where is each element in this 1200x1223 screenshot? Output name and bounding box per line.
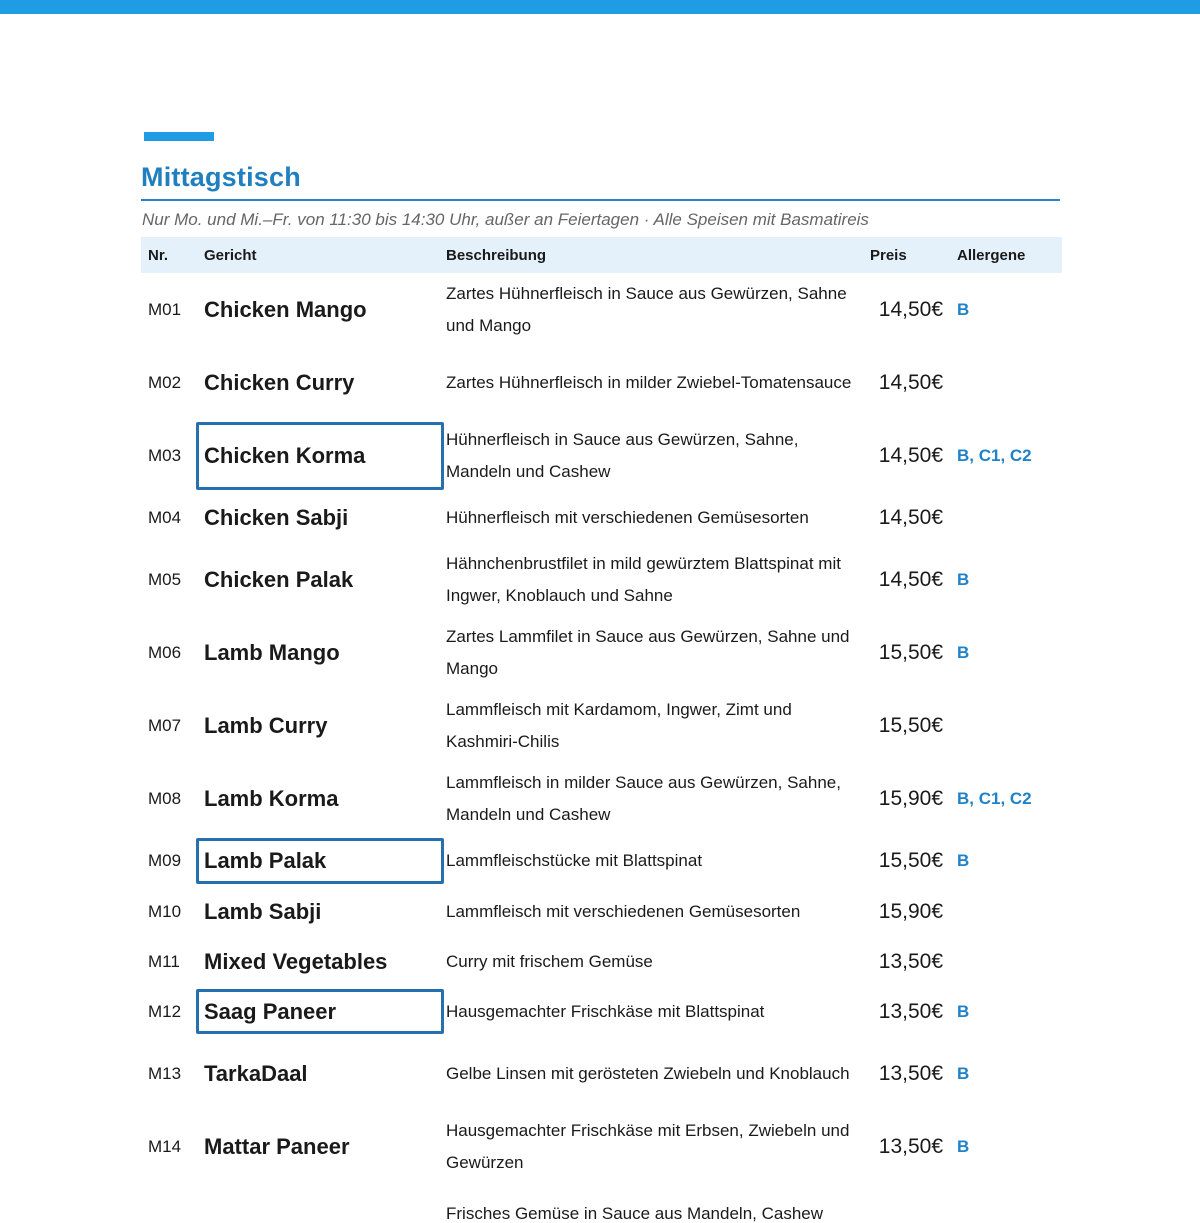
dish-name: Lamb Sabji	[204, 899, 322, 924]
dish-price	[870, 1183, 957, 1223]
dish-number: M05	[148, 569, 182, 589]
dish-cell	[204, 1183, 446, 1223]
dish-description: Zartes Hühnerfleisch in milder Zwiebel-Tomatensauce	[446, 372, 852, 392]
dish-price: 15,50€	[878, 640, 943, 664]
menu-page	[141, 0, 1061, 1223]
dish-price: 14,50€	[878, 444, 943, 467]
dish-description: Zartes Lammfilet in Sauce aus Gewürzen, Sahne und Mango	[446, 626, 850, 678]
dish-price: 13,50€	[878, 1134, 943, 1158]
dish-name: TarkaDaal	[204, 1060, 308, 1086]
menu-table	[141, 237, 1062, 1223]
dish-name: Chicken Palak	[204, 566, 354, 592]
dish-allergens: B	[957, 642, 970, 662]
table-row	[141, 616, 1062, 689]
dish-name: Chicken Curry	[204, 369, 355, 395]
table-row	[141, 419, 1062, 493]
table-row	[141, 273, 1062, 346]
dish-allergens	[957, 937, 1062, 986]
dish-name: Saag Paneer	[204, 998, 337, 1024]
dish-allergens	[957, 689, 1062, 762]
table-row	[141, 543, 1062, 616]
dish-cell	[204, 493, 446, 543]
dish-number: M14	[148, 1136, 182, 1156]
dish-allergens: B	[957, 1063, 970, 1083]
dish-number: M10	[148, 902, 182, 921]
dish-cell	[204, 543, 446, 616]
dish-price: 13,50€	[878, 1061, 943, 1085]
dish-name: Chicken Mango	[204, 296, 367, 322]
header-nr: Nr.	[141, 237, 204, 273]
dish-allergens: B	[957, 1001, 970, 1021]
dish-description: Lammfleischstücke mit Blattspinat	[446, 851, 703, 870]
dish-number: M12	[148, 1001, 182, 1021]
dish-cell	[204, 835, 446, 887]
title-divider	[141, 199, 1060, 201]
dish-cell	[204, 937, 446, 986]
table-row	[141, 887, 1062, 937]
dish-number: M03	[148, 446, 182, 465]
dish-name: Lamb Mango	[204, 639, 340, 665]
dish-description: Lammfleisch mit Kardamom, Ingwer, Zimt und Kashmiri-Chilis	[446, 699, 792, 751]
dish-allergens	[957, 887, 1062, 937]
dish-description: Hausgemachter Frischkäse mit Erbsen, Zwiebeln und Gewürzen	[446, 1120, 850, 1172]
table-row	[141, 986, 1062, 1037]
dish-allergens: B	[957, 1136, 970, 1156]
dish-name: Chicken Korma	[204, 443, 366, 468]
dish-price: 14,50€	[878, 506, 943, 529]
dish-price: 15,50€	[878, 849, 943, 872]
dish-cell	[204, 762, 446, 835]
table-row	[141, 689, 1062, 762]
dish-price: 13,50€	[878, 949, 943, 973]
dish-allergens: B	[957, 299, 970, 319]
dish-name: Mattar Paneer	[204, 1133, 350, 1159]
dish-number: M01	[148, 299, 182, 319]
dish-allergens	[957, 1183, 1062, 1223]
dish-price: 13,50€	[878, 999, 943, 1023]
dish-cell	[204, 346, 446, 419]
dish-description: Zartes Hühnerfleisch in Sauce aus Gewürzen, Sahne und Mango	[446, 283, 847, 335]
dish-name: Mixed Vegetables	[204, 948, 388, 974]
dish-description: Hühnerfleisch in Sauce aus Gewürzen, Sahne, Mandeln und Cashew	[446, 430, 799, 481]
dish-price: 15,90€	[878, 786, 943, 810]
dish-description: Curry mit frischem Gemüse	[446, 951, 653, 971]
dish-cell	[204, 273, 446, 346]
dish-description: Gelbe Linsen mit gerösteten Zwiebeln und Knoblauch	[446, 1063, 850, 1083]
header-description: Beschreibung	[446, 237, 870, 273]
table-row	[141, 835, 1062, 887]
dish-allergens: B	[957, 851, 970, 870]
dish-name: Lamb Korma	[204, 785, 339, 811]
dish-price: 15,50€	[878, 713, 943, 737]
dish-allergens	[957, 493, 1062, 543]
dish-description: Lammfleisch mit verschiedenen Gemüsesorten	[446, 902, 801, 921]
section-title: Mittagstisch	[141, 162, 301, 192]
dish-cell	[204, 887, 446, 937]
dish-number: M08	[148, 788, 182, 808]
table-row	[141, 937, 1062, 986]
table-row	[141, 762, 1062, 835]
dish-description: Hühnerfleisch mit verschiedenen Gemüsesorten	[446, 508, 809, 527]
section-subtitle: Nur Mo. und Mi.–Fr. von 11:30 bis 14:30 Uhr, außer an Feiertagen · Alle Speisen mit Basmatireis	[142, 210, 869, 229]
table-row	[141, 493, 1062, 543]
dish-description: Hausgemachter Frischkäse mit Blattspinat	[446, 1001, 765, 1021]
dish-cell	[204, 1110, 446, 1183]
section-accent-line	[144, 132, 214, 141]
dish-name: Lamb Palak	[204, 848, 327, 873]
dish-number: M07	[148, 715, 182, 735]
dish-allergens: B, C1, C2	[957, 446, 1032, 465]
dish-price: 14,50€	[878, 370, 943, 394]
dish-cell	[204, 986, 446, 1037]
header-dish: Gericht	[204, 237, 446, 273]
dish-price: 15,90€	[878, 900, 943, 923]
table-row	[141, 346, 1062, 419]
dish-price: 14,50€	[878, 567, 943, 591]
dish-cell	[204, 689, 446, 762]
table-row	[141, 1183, 1062, 1223]
table-header-row	[141, 237, 1062, 273]
table-row	[141, 1037, 1062, 1110]
dish-allergens: B	[957, 569, 970, 589]
dish-number: M09	[148, 851, 182, 870]
table-row	[141, 1110, 1062, 1183]
menu-table-body	[141, 273, 1062, 1223]
dish-description: Hähnchenbrustfilet in mild gewürztem Blattspinat mit Ingwer, Knoblauch und Sahne	[446, 553, 841, 605]
dish-allergens: B, C1, C2	[957, 788, 1032, 808]
dish-cell	[204, 616, 446, 689]
dish-number	[141, 1183, 204, 1223]
dish-allergens	[957, 346, 1062, 419]
dish-name: Chicken Sabji	[204, 505, 349, 530]
dish-description: Lammfleisch in milder Sauce aus Gewürzen, Sahne, Mandeln und Cashew	[446, 772, 841, 824]
header-price: Preis	[870, 237, 957, 273]
header-allergens: Allergene	[957, 237, 1062, 273]
dish-cell	[204, 419, 446, 493]
dish-number: M04	[148, 508, 182, 527]
dish-number: M11	[148, 951, 180, 971]
dish-number: M13	[148, 1063, 182, 1083]
dish-cell	[204, 1037, 446, 1110]
dish-number: M02	[148, 372, 182, 392]
dish-number: M06	[148, 642, 182, 662]
dish-price: 14,50€	[878, 297, 943, 321]
dish-name: Lamb Curry	[204, 712, 328, 738]
dish-description: Frisches Gemüse in Sauce aus Mandeln, Cashew	[446, 1204, 824, 1223]
